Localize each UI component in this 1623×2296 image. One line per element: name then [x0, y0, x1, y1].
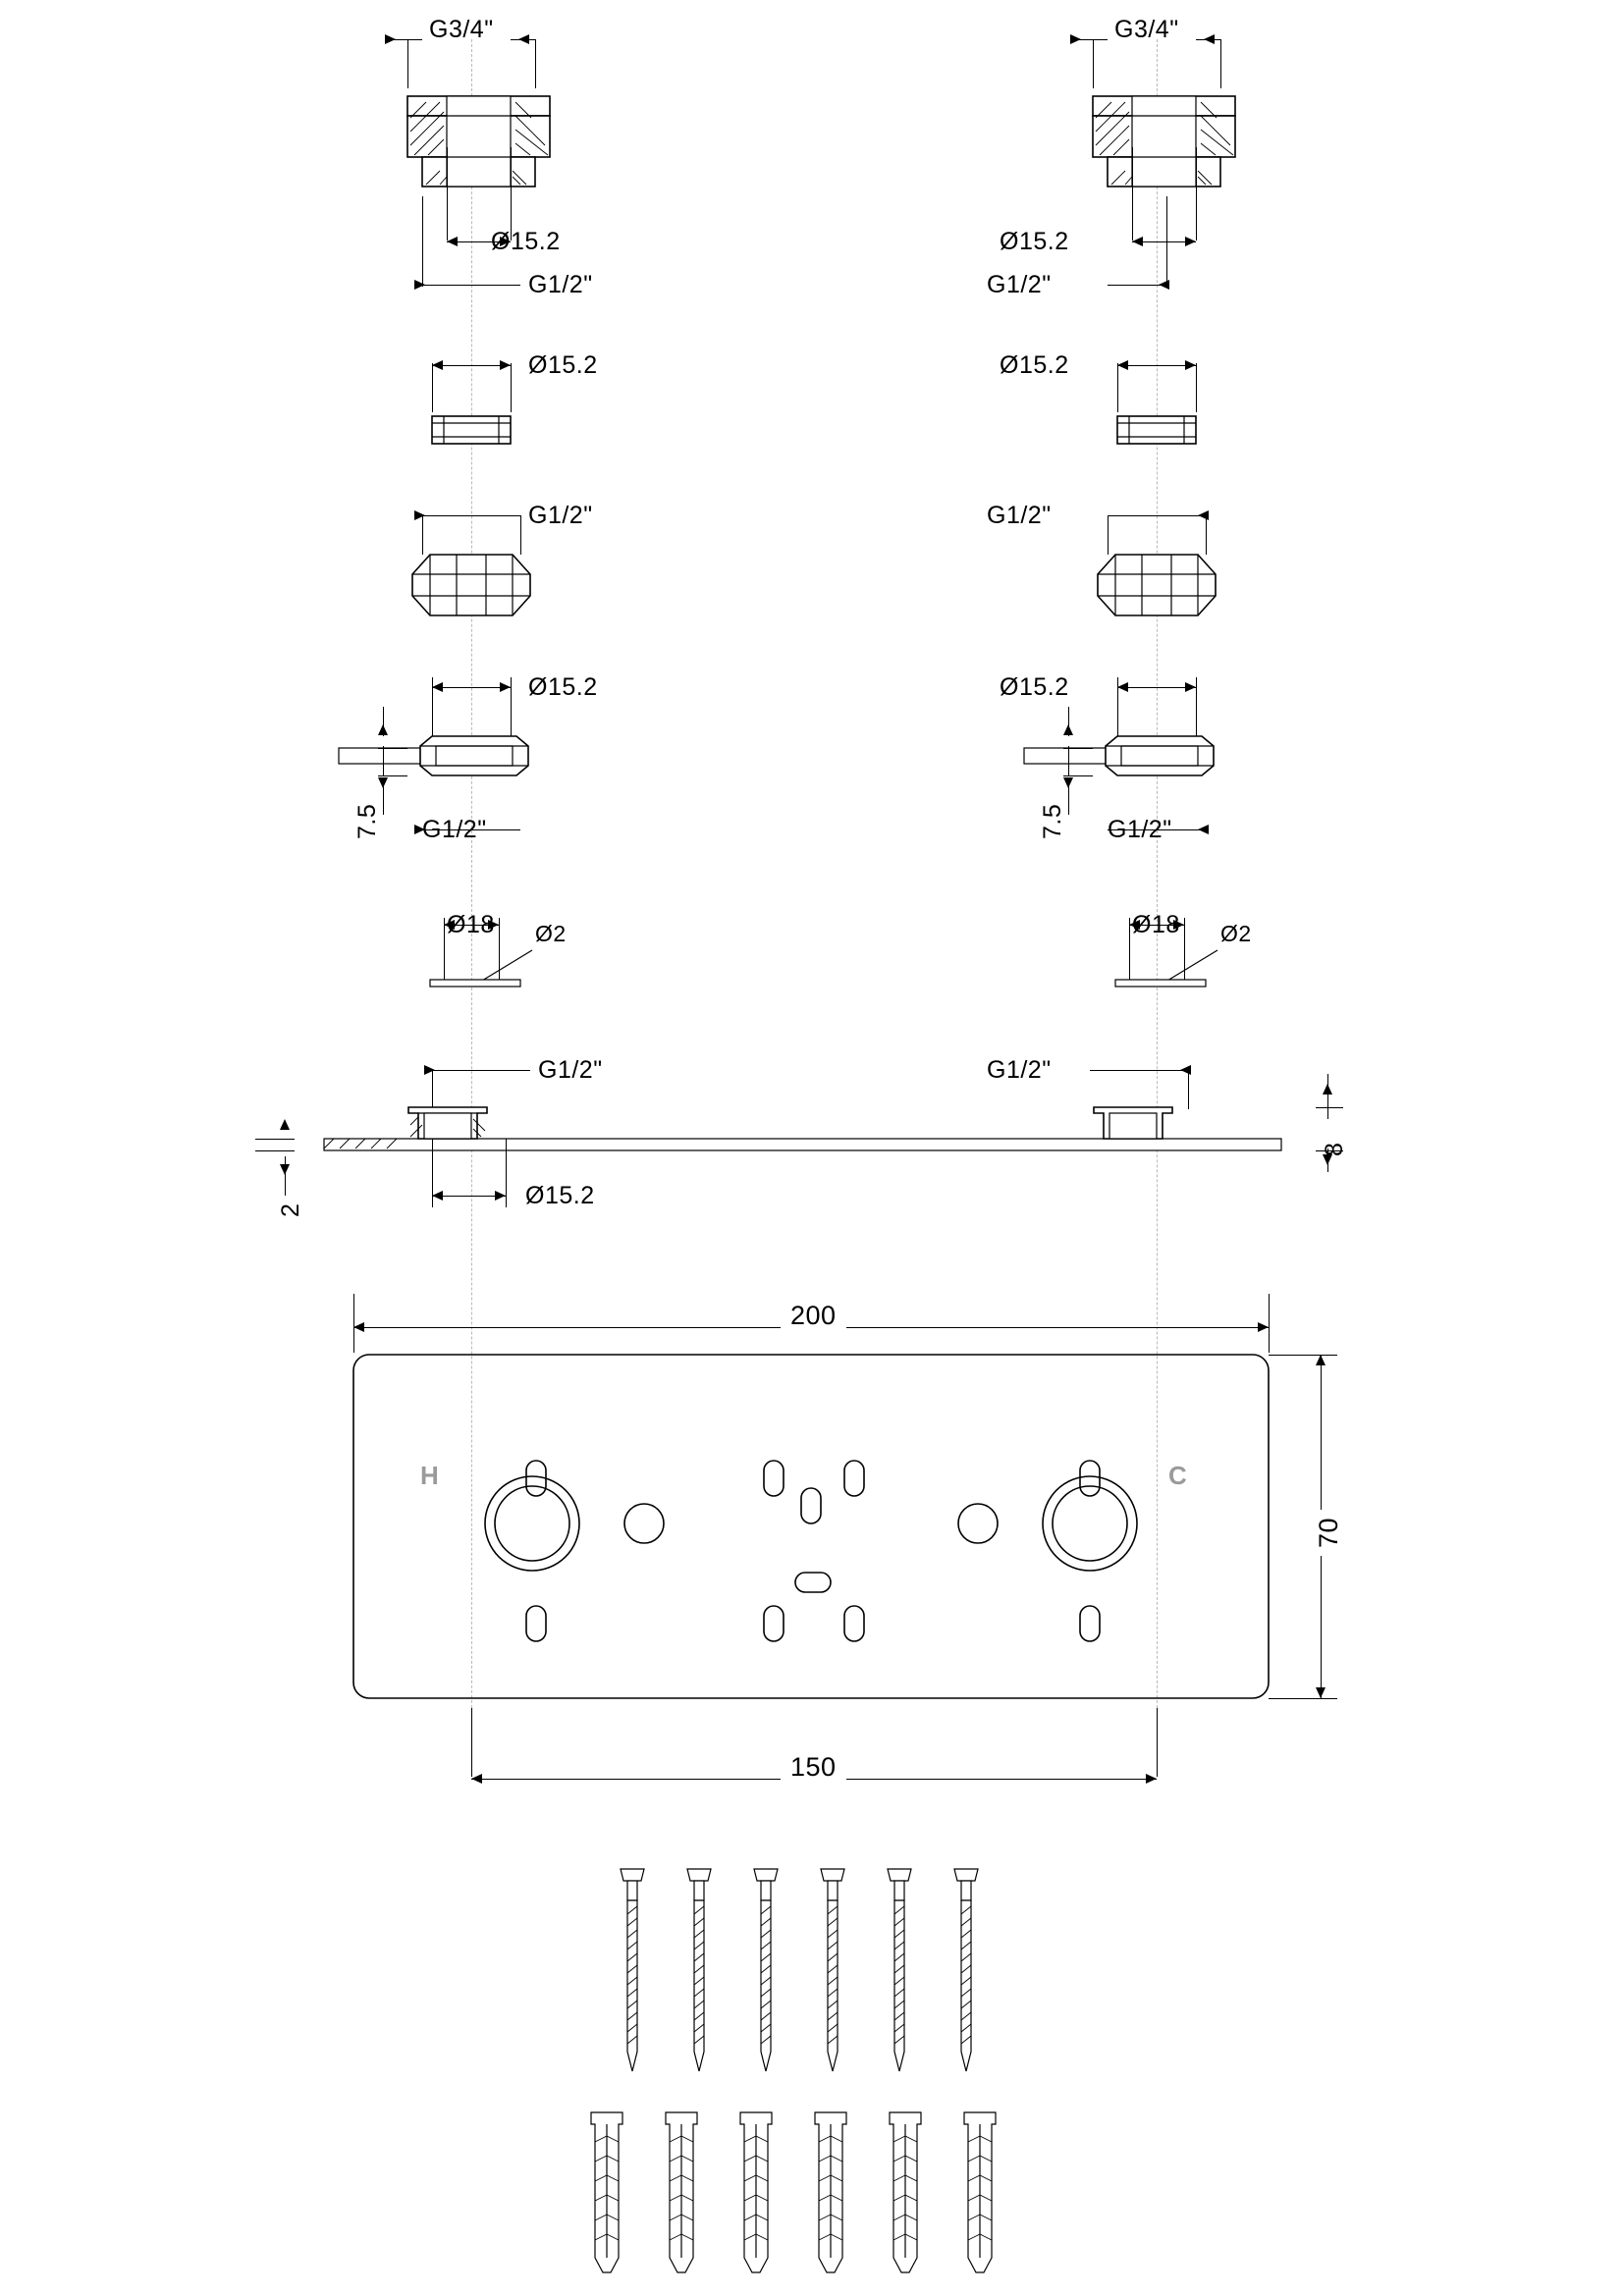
ext-line-g12-r3-left-a	[422, 515, 423, 555]
dim-label-g12-r1-left: G1/2"	[528, 271, 593, 298]
dim-label-d152-r4-left: Ø15.2	[528, 673, 598, 701]
dim-arrow-200-b	[1258, 1322, 1269, 1332]
dim-label-d152-r1-right: Ø15.2	[1000, 228, 1069, 255]
dim-line-2-bot	[255, 1150, 295, 1151]
dim-arrow-r4-left-b	[500, 682, 511, 692]
dim-arrow-d152-right-a	[1132, 237, 1143, 246]
ext-line-75-right-a	[1068, 746, 1069, 775]
ext-line-g34-left-a	[407, 39, 408, 88]
part-back-plate-front-view	[353, 1355, 1276, 1747]
ext-line-70-top	[1269, 1355, 1337, 1356]
dim-arrow-d152-right-b	[1185, 237, 1196, 246]
part-hex-nut-left	[403, 550, 550, 628]
dim-label-150: 150	[781, 1752, 846, 1783]
ext-line-d152-right-b	[1196, 147, 1197, 240]
dim-line-75-left-1	[378, 748, 407, 749]
dim-arrow-g12-r6-right	[1180, 1065, 1191, 1075]
part-olive-ring-right	[1108, 410, 1216, 450]
dim-label-g12-r6-right: G1/2"	[987, 1056, 1052, 1084]
dim-arrow-150-b	[1146, 1774, 1157, 1784]
dim-line-g12-r6-right	[1090, 1070, 1188, 1071]
dim-arrow-d152-r6-a	[432, 1191, 443, 1201]
ext-line-g12-r3-left-b	[520, 515, 521, 555]
dim-arrow-g34-right-2	[1204, 34, 1215, 44]
dim-line-75-left-2	[378, 775, 407, 776]
dim-ext-75-left	[383, 707, 384, 736]
ext-line-r4-right-b	[1196, 677, 1197, 736]
dim-label-d152-r2-right: Ø15.2	[1000, 351, 1069, 379]
dim-line-g12-r3-right	[1108, 515, 1206, 516]
dim-arrow-150-a	[471, 1774, 482, 1784]
ext-line-d152-right-a	[1132, 147, 1133, 240]
ext-line-g34-left-b	[535, 39, 536, 88]
dim-line-r2-right	[1117, 365, 1196, 366]
ext-line-g12-r1-left	[422, 196, 423, 287]
dim-arrow-200-a	[353, 1322, 364, 1332]
part-g34-connector-right	[1078, 88, 1255, 211]
plate-mark-cold: C	[1168, 1461, 1188, 1490]
dim-label-g12-r3-right: G1/2"	[987, 502, 1052, 529]
dim-label-d152-r2-left: Ø15.2	[528, 351, 598, 379]
dim-arrow-g34-left	[385, 34, 396, 44]
dim-arrow-r4-right-a	[1117, 682, 1128, 692]
dim-ext-2-v	[285, 1156, 286, 1196]
dim-arrow-r2-right-a	[1117, 360, 1128, 370]
dim-arrow-70-b	[1316, 1687, 1325, 1698]
ext-line-d152-left-a	[447, 147, 448, 240]
dim-label-200: 200	[781, 1301, 846, 1331]
dim-label-g34-left: G3/4"	[429, 16, 494, 43]
dim-arrow-d152-left-a	[447, 237, 458, 246]
dim-arrow-r2-right-b	[1185, 360, 1196, 370]
dim-arrow-d152-r6-b	[495, 1191, 506, 1201]
dim-line-75-right-2	[1063, 775, 1093, 776]
ext-line-r2-right-b	[1196, 363, 1197, 412]
dim-arrow-2-a	[280, 1119, 290, 1130]
dim-label-75-right: 7.5	[1039, 803, 1066, 839]
part-thin-washer-right	[1108, 974, 1225, 995]
dim-label-g12-r1-right: G1/2"	[987, 271, 1052, 298]
dim-line-2-top	[255, 1139, 295, 1140]
dim-line-d152-r4-right	[1117, 687, 1196, 688]
ext-line-r2-left-a	[432, 363, 433, 412]
dim-arrow-g12-r3-left	[414, 510, 425, 520]
dim-line-r2-left	[432, 365, 511, 366]
part-hex-nut-right	[1088, 550, 1235, 628]
dim-label-d152-r4-right: Ø15.2	[1000, 673, 1069, 701]
ext-line-g12-r3-right-a	[1108, 515, 1109, 555]
dim-label-g12-r3-left: G1/2"	[528, 502, 593, 529]
dim-label-70: 70	[1314, 1510, 1344, 1556]
dim-arrow-2-b	[280, 1164, 290, 1175]
dim-label-8: 8	[1321, 1142, 1348, 1156]
dim-line-g12-r6-left	[432, 1070, 530, 1071]
part-g34-connector-left	[393, 88, 569, 211]
plate-mark-hot: H	[420, 1461, 440, 1490]
dim-line-d152-r4-left	[432, 687, 511, 688]
dim-arrow-g12-r4-right	[1198, 825, 1209, 834]
ext-line-200-b	[1269, 1294, 1270, 1353]
dim-arrow-g12-r3-right	[1198, 510, 1209, 520]
fixings-screws	[619, 1865, 992, 2101]
dim-line-g12-r3-left	[422, 515, 520, 516]
dim-line-g12-r1-right	[1108, 285, 1166, 286]
ext-line-70-bot	[1269, 1698, 1337, 1699]
dim-label-d152-r1-left: Ø15.2	[491, 228, 561, 255]
part-thin-washer-left	[422, 974, 540, 995]
ext-line-g12-r1-right	[1166, 196, 1167, 287]
fixings-wall-plugs	[589, 2110, 1001, 2287]
part-plate-section	[324, 1099, 1286, 1168]
dim-arrow-g34-left-2	[518, 34, 529, 44]
ext-line-150-a	[471, 1708, 472, 1777]
dim-arrow-g12-r6-left	[424, 1065, 435, 1075]
dim-ext-75-right2	[1068, 785, 1069, 815]
ext-line-d152-r6-b	[506, 1139, 507, 1207]
dim-arrow-r2-left-a	[432, 360, 443, 370]
ext-line-150-b	[1157, 1708, 1158, 1777]
dim-label-75-left: 7.5	[353, 803, 381, 839]
dim-label-g12-r4-left: G1/2"	[422, 816, 487, 843]
ext-line-g12-r3-right-b	[1206, 515, 1207, 555]
ext-line-75-left-a	[383, 746, 384, 775]
dim-arrow-g12-r1-right	[1159, 280, 1169, 290]
dim-arrow-r4-left-a	[432, 682, 443, 692]
dim-label-2: 2	[277, 1202, 304, 1217]
dim-line-75-right-1	[1063, 748, 1093, 749]
dim-arrow-r4-right-b	[1185, 682, 1196, 692]
dim-label-d2-right: Ø2	[1220, 921, 1252, 946]
dim-label-d2-left: Ø2	[535, 921, 567, 946]
dim-ext-75-left2	[383, 785, 384, 815]
ext-line-r2-left-b	[511, 363, 512, 412]
dim-ext-8-top	[1327, 1074, 1328, 1095]
dim-line-8-top	[1316, 1107, 1343, 1108]
dim-label-g12-r4-right: G1/2"	[1108, 816, 1172, 843]
ext-line-g34-right-b	[1220, 39, 1221, 88]
dim-ext-75-right	[1068, 707, 1069, 736]
dim-label-d18-right: Ø18	[1132, 911, 1180, 938]
ext-line-d152-left-b	[511, 147, 512, 240]
dim-label-g12-r6-left: G1/2"	[538, 1056, 603, 1084]
dim-label-d152-r6: Ø15.2	[525, 1182, 595, 1209]
ext-line-g34-right-a	[1093, 39, 1094, 88]
ext-line-r2-right-a	[1117, 363, 1118, 412]
part-washer-right	[1019, 734, 1245, 783]
part-washer-left	[334, 734, 560, 783]
dim-label-d18-left: Ø18	[447, 911, 495, 938]
dim-arrow-g12-r1-left	[414, 280, 425, 290]
dim-arrow-70-a	[1316, 1355, 1325, 1365]
dim-arrow-r2-left-b	[500, 360, 511, 370]
dim-line-g12-r1-left	[422, 285, 520, 286]
dim-label-g34-right: G3/4"	[1114, 16, 1179, 43]
part-olive-ring-left	[422, 410, 530, 450]
dim-arrow-g34-right	[1070, 34, 1081, 44]
ext-line-r4-left-b	[511, 677, 512, 736]
